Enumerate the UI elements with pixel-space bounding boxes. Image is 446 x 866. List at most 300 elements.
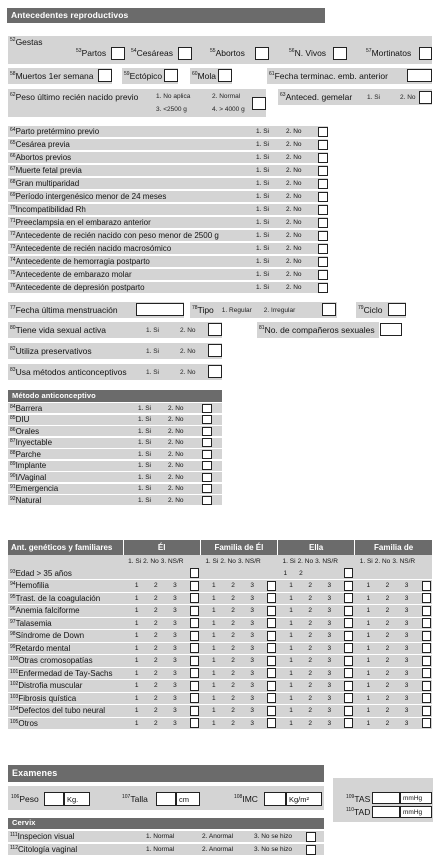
opt-no: 2. No — [286, 284, 302, 291]
gen-row — [8, 630, 432, 643]
nvivos-label: $^{56}$N. Vivos — [289, 48, 327, 58]
gen-checkbox[interactable] — [420, 605, 432, 618]
gen-opts: 1 2 3 — [200, 592, 265, 605]
gen-opts: 1 2 3 — [355, 592, 420, 605]
gen-checkbox[interactable] — [266, 692, 278, 705]
history-label: $^{66}$Abortos previos — [10, 153, 72, 162]
opt-normal: 1. Normal — [146, 846, 175, 853]
opt-no: 2. No — [286, 219, 302, 226]
history-label: $^{72}$Antecedente de recién nacido con peso menor de 2500 g — [10, 231, 219, 240]
history-checkbox[interactable] — [318, 153, 328, 163]
opt-no: 2. No — [286, 180, 302, 187]
gen-checkbox[interactable] — [266, 592, 278, 605]
metodo-row — [8, 461, 222, 472]
history-checkbox[interactable] — [318, 192, 328, 202]
talla-input[interactable] — [156, 792, 176, 806]
gen-opts: 1 2 3 — [355, 717, 420, 730]
metodo-row — [8, 426, 222, 437]
history-row — [8, 152, 328, 164]
gen-checkbox[interactable] — [189, 692, 201, 705]
gen-row-label: $^{93}$Edad > 35 años — [8, 567, 123, 580]
gen-checkbox[interactable] — [189, 617, 201, 630]
gemelar-si: 1. Si — [367, 94, 381, 101]
anticonceptivos-input[interactable] — [208, 365, 222, 378]
gen-opts: 1 2 3 — [355, 642, 420, 655]
gen-opts: 1 2 3 — [278, 680, 343, 693]
gemelar-input[interactable] — [419, 91, 432, 104]
opt-no: 2. No — [286, 141, 302, 148]
gen-sub-spacer — [343, 555, 355, 567]
gen-checkbox[interactable] — [343, 717, 355, 730]
metodo-label: $^{87}$Inyectable — [10, 438, 53, 447]
gen-checkbox[interactable] — [266, 680, 278, 693]
opt-no: 2. No — [168, 485, 184, 492]
abortos-input[interactable] — [255, 47, 269, 60]
gen-edad-fam-el — [200, 567, 265, 580]
history-checkbox[interactable] — [318, 270, 328, 280]
gen-opts: 1 2 3 — [355, 655, 420, 668]
opt-si: 1. Si — [256, 180, 270, 187]
gen-sub-spacer — [266, 555, 278, 567]
gen-row — [8, 655, 432, 668]
fum-field: $^{77}$Fecha última menstruación — [8, 302, 184, 318]
gen-checkbox[interactable] — [189, 567, 201, 580]
gen-checkbox[interactable] — [266, 717, 278, 730]
opt-anormal: 2. Anormal — [202, 846, 234, 853]
opt-si: 1. Si — [256, 193, 270, 200]
gen-row-label: $^{98}$Síndrome de Down — [8, 630, 123, 643]
peso-rn-input[interactable] — [252, 97, 266, 110]
gen-row — [8, 717, 432, 730]
gen-opts: 1 2 3 — [123, 605, 188, 618]
opt-si: 1. Si — [138, 439, 152, 446]
gen-opts: 1 2 3 — [278, 580, 343, 593]
cervix-label: $^{112}$Citología vaginal — [10, 845, 78, 854]
ectopico-input[interactable] — [164, 69, 178, 82]
metodo-checkbox[interactable] — [202, 473, 212, 482]
opt-no: 2. No — [168, 496, 184, 504]
gen-checkbox[interactable] — [420, 705, 432, 718]
gen-opts: 1 2 3 — [278, 642, 343, 655]
gen-checkbox[interactable] — [343, 567, 355, 580]
opt-no-se-hizo: 3. No se hizo — [254, 833, 292, 840]
gen-col-el: Él — [123, 540, 200, 555]
gen-opts: 1 2 3 — [200, 580, 265, 593]
gen-checkbox[interactable] — [343, 655, 355, 668]
opt-no: 2. No — [286, 167, 302, 174]
metodo-checkbox[interactable] — [202, 461, 212, 470]
gen-opts: 1 2 3 — [355, 667, 420, 680]
gen-opts: 1 2 3 — [200, 667, 265, 680]
gen-checkbox[interactable] — [266, 667, 278, 680]
mortinatos-label: $^{57}$Mortinatos — [366, 48, 412, 58]
gen-sub-spacer — [189, 555, 201, 567]
imc-label: $^{108}$IMC — [234, 794, 258, 804]
peso-opt-3: 3. <2500 g — [156, 106, 187, 113]
muertos-input[interactable] — [98, 69, 112, 82]
opt-no: 2. No — [168, 450, 184, 458]
opt-no: 2. No — [286, 232, 302, 239]
gen-row-label: $^{94}$Hemofilia — [8, 580, 123, 593]
metodo-checkbox[interactable] — [202, 450, 212, 459]
gen-row-label: $^{105}$Otros — [8, 717, 123, 730]
gen-sub-blank — [8, 555, 123, 567]
opt-si: 1. Si — [256, 206, 270, 213]
nvivos-input[interactable] — [333, 47, 347, 60]
gen-opts: 1 2 3 — [123, 680, 188, 693]
gen-opts: 1 2 3 — [278, 617, 343, 630]
gen-opts: 1 2 3 — [123, 580, 188, 593]
tad-input[interactable] — [372, 806, 400, 818]
gen-row — [8, 692, 432, 705]
opt-no-se-hizo: 3. No se hizo — [254, 846, 292, 853]
history-row — [8, 204, 328, 216]
opt-si: 1. Si — [256, 245, 270, 252]
gen-opts: 1 2 3 — [200, 617, 265, 630]
gen-checkbox[interactable] — [189, 605, 201, 618]
gen-checkbox[interactable] — [420, 692, 432, 705]
history-checkbox[interactable] — [318, 140, 328, 150]
gen-checkbox[interactable] — [420, 630, 432, 643]
metodo-checkbox[interactable] — [202, 484, 212, 493]
gen-opts: 1 2 3 — [123, 617, 188, 630]
gen-opts: 1 2 3 — [123, 667, 188, 680]
history-row — [8, 256, 328, 268]
opt-si: 1. Si — [138, 416, 152, 423]
gen-opts: 1 2 3 — [355, 630, 420, 643]
gen-checkbox[interactable] — [343, 680, 355, 693]
gen-checkbox[interactable] — [343, 592, 355, 605]
metodo-label: $^{92}$Natural — [10, 495, 42, 505]
tas-input[interactable] — [372, 792, 400, 804]
history-label: $^{75}$Antecedente de embarazo molar — [10, 270, 132, 279]
tas-label: $^{109}$TAS — [346, 794, 371, 804]
gen-checkbox[interactable] — [420, 592, 432, 605]
gen-opts: 1 2 3 — [200, 630, 265, 643]
tas-unit: mmHg — [400, 792, 432, 804]
metodo-header: Método anticonceptivo — [8, 390, 222, 402]
history-row — [8, 126, 328, 138]
gen-row — [8, 667, 432, 680]
peso-opt-2: 2. Normal — [212, 93, 241, 100]
history-row — [8, 282, 328, 294]
gen-opts: 1 2 3 — [355, 580, 420, 593]
partos-input[interactable] — [111, 47, 125, 60]
gen-opts: 1 2 3 — [123, 592, 188, 605]
gen-row — [8, 705, 432, 718]
gen-opts: 1 2 3 — [278, 717, 343, 730]
opt-si: 1. Si — [138, 485, 152, 492]
gen-checkbox[interactable] — [343, 617, 355, 630]
history-row — [8, 139, 328, 151]
gen-subhead: 1. Si 2. No 3. NS/R — [123, 555, 188, 567]
opt-si: 1. Si — [256, 167, 270, 174]
history-row — [8, 230, 328, 242]
fum-input[interactable] — [136, 303, 184, 316]
metodo-row — [8, 415, 222, 426]
metodo-row — [8, 472, 222, 483]
opt-si: 1. Si — [256, 219, 270, 226]
gen-opts: 1 2 3 — [278, 592, 343, 605]
talla-label: $^{107}$Talla — [122, 794, 148, 804]
peso-opt-1: 1. No aplica — [156, 93, 191, 100]
gen-opts: 1 2 3 — [123, 717, 188, 730]
fecha-emb-input[interactable] — [407, 69, 432, 82]
gen-opts: 1 2 3 — [200, 717, 265, 730]
metodo-label: $^{85}$DIU — [10, 415, 30, 424]
gen-col-fam-ella: Familia de — [355, 540, 432, 555]
gen-checkbox[interactable] — [343, 605, 355, 618]
gen-title: Ant. genéticos y familiares — [8, 540, 123, 555]
history-checkbox[interactable] — [318, 244, 328, 254]
gen-sub-spacer — [420, 555, 432, 567]
cesareas-label: $^{54}$Cesáreas — [131, 48, 173, 58]
history-label: $^{65}$Cesárea previa — [10, 140, 70, 149]
opt-si: 1. Si — [256, 284, 270, 291]
gen-opts: 1 2 3 — [355, 605, 420, 618]
cervix-checkbox[interactable] — [306, 832, 316, 842]
metodo-row — [8, 495, 222, 506]
abortos-label: $^{55}$Abortos — [210, 48, 245, 58]
gen-checkbox[interactable] — [266, 642, 278, 655]
opt-normal: 1. Normal — [146, 833, 175, 840]
gen-checkbox[interactable] — [420, 580, 432, 593]
tipo-input[interactable] — [322, 303, 336, 316]
history-row — [8, 243, 328, 255]
gen-opts: 1 2 3 — [123, 642, 188, 655]
gen-edad-ella: 1 2 — [278, 567, 343, 580]
gen-checkbox[interactable] — [189, 655, 201, 668]
gen-checkbox[interactable] — [420, 642, 432, 655]
gen-checkbox[interactable] — [420, 717, 432, 730]
gen-checkbox[interactable] — [266, 655, 278, 668]
imc-unit: Kg/m² — [286, 792, 322, 806]
ectopico-field: $^{59}$Ectópico — [122, 68, 178, 84]
gen-checkbox[interactable] — [189, 680, 201, 693]
opt-si: 1. Si — [138, 462, 152, 469]
gen-row — [8, 642, 432, 655]
gemelar-field: $^{63}$Anteced. gemelar — [278, 89, 432, 105]
gen-row-label: $^{97}$Talasemia — [8, 617, 123, 630]
gen-row — [8, 605, 432, 618]
gen-checkbox[interactable] — [420, 655, 432, 668]
cervix-row — [8, 844, 324, 856]
gen-checkbox[interactable] — [266, 630, 278, 643]
cervix-checkbox[interactable] — [306, 845, 316, 855]
mortinatos-input[interactable] — [419, 47, 432, 60]
history-checkbox[interactable] — [318, 205, 328, 215]
history-checkbox[interactable] — [318, 257, 328, 267]
gen-opts: 1 2 3 — [355, 680, 420, 693]
history-row — [8, 165, 328, 177]
opt-no: 2. No — [286, 245, 302, 252]
gen-row-label: $^{99}$Retardo mental — [8, 642, 123, 655]
cervix-header: Cervix — [8, 818, 324, 829]
metodo-label: $^{91}$Emergencia — [10, 484, 59, 493]
gen-checkbox[interactable] — [189, 705, 201, 718]
ciclo-field: $^{79}$Ciclo — [356, 302, 406, 318]
gen-opts: 1 2 3 — [123, 705, 188, 718]
gen-opts: 1 2 3 — [278, 655, 343, 668]
history-label: $^{67}$Muerte fetal previa — [10, 166, 82, 175]
history-label: $^{73}$Antecedente de recién nacido macrosómico — [10, 244, 172, 253]
gen-edad-el — [123, 567, 188, 580]
gen-checkbox[interactable] — [189, 630, 201, 643]
metodo-label: $^{90}$I/Vaginal — [10, 472, 47, 482]
opt-si: 1. Si — [138, 450, 152, 458]
tipo-opt-2: 2. Irregular — [263, 306, 296, 314]
metodo-row — [8, 484, 222, 495]
talla-unit: cm — [176, 792, 200, 806]
gen-checkbox[interactable] — [189, 580, 201, 593]
cervix-label: $^{111}$Inspecion visual — [10, 832, 75, 841]
companeros-input[interactable] — [380, 323, 402, 336]
gen-row-label: $^{104}$Defectos del tubo neural — [8, 705, 123, 718]
history-label: $^{68}$Gran multiparidad — [10, 179, 80, 188]
metodo-row — [8, 449, 222, 460]
opt-si: 1. Si — [256, 128, 270, 135]
gen-checkbox[interactable] — [189, 592, 201, 605]
opt-no: 2. No — [286, 271, 302, 278]
opt-anormal: 2. Anormal — [202, 833, 234, 840]
gen-row — [8, 617, 432, 630]
history-label: $^{74}$Antecedente de hemorragia postparto — [10, 257, 150, 266]
mola-input[interactable] — [218, 69, 232, 82]
history-checkbox[interactable] — [318, 231, 328, 241]
opt-si: 1. Si — [256, 271, 270, 278]
preservativos-input[interactable] — [208, 344, 222, 357]
gen-col-ella: Ella — [278, 540, 355, 555]
opt-no: 2. No — [168, 439, 184, 446]
gestas-row: $^{52}$Gestas — [8, 36, 432, 64]
gen-checkbox[interactable] — [343, 705, 355, 718]
opt-no: 2. No — [286, 206, 302, 213]
gen-edad-blank — [420, 567, 432, 580]
gen-opts: 1 2 3 — [123, 630, 188, 643]
gen-opts: 1 2 3 — [278, 692, 343, 705]
cesareas-input[interactable] — [178, 47, 192, 60]
gen-row-label: $^{101}$Enfermedad de Tay-Sachs — [8, 667, 123, 680]
peso-input[interactable] — [44, 792, 64, 806]
history-label: $^{69}$Período intergenésico menor de 24 meses — [10, 192, 167, 201]
gen-opts: 1 2 3 — [355, 692, 420, 705]
muertos-field: $^{58}$Muertos 1er semana — [8, 68, 112, 84]
opt-si: 1. Si — [256, 154, 270, 161]
gen-opts: 1 2 3 — [200, 655, 265, 668]
gen-edad-fam-ella — [355, 567, 420, 580]
gen-checkbox[interactable] — [420, 680, 432, 693]
history-checkbox[interactable] — [318, 127, 328, 137]
metodo-checkbox[interactable] — [202, 496, 212, 505]
peso-unit: Kg. — [64, 792, 90, 806]
history-checkbox[interactable] — [318, 218, 328, 228]
opt-no: 2. No — [286, 154, 302, 161]
gen-checkbox[interactable] — [189, 717, 201, 730]
gen-checkbox[interactable] — [343, 580, 355, 593]
gen-checkbox[interactable] — [266, 580, 278, 593]
metodo-row — [8, 403, 222, 414]
preservativos-field: $^{82}$Utiliza preservativos 1. Si 2. No — [8, 343, 222, 359]
peso-rn-field: $^{62}$Peso último recién nacido previo — [8, 89, 266, 117]
history-checkbox[interactable] — [318, 166, 328, 176]
history-row — [8, 191, 328, 203]
gen-row — [8, 592, 432, 605]
gen-checkbox[interactable] — [343, 642, 355, 655]
opt-no: 2. No — [286, 128, 302, 135]
metodo-label: $^{84}$Barrera — [10, 403, 43, 413]
opt-no: 2. No — [168, 462, 184, 469]
metodo-checkbox[interactable] — [202, 427, 212, 436]
history-row — [8, 269, 328, 281]
metodo-row — [8, 438, 222, 449]
gen-checkbox[interactable] — [266, 605, 278, 618]
history-row — [8, 178, 328, 190]
gen-opts: 1 2 3 — [355, 617, 420, 630]
metodo-label: $^{89}$Implante — [10, 461, 47, 470]
peso-opt-4: 4. > 4000 g — [212, 106, 245, 113]
ciclo-input[interactable] — [388, 303, 406, 316]
history-label: $^{71}$Preeclampsia en el embarazo anterior — [10, 218, 151, 227]
history-label: $^{76}$Antecedente de depresión postparto — [10, 283, 145, 292]
gen-subhead: 1. Si 2. No 3. NS/R — [355, 555, 420, 567]
gen-checkbox[interactable] — [420, 617, 432, 630]
opt-si: 1. Si — [138, 404, 152, 412]
history-label: $^{70}$Incompatibilidad Rh — [10, 205, 86, 214]
history-row — [8, 217, 328, 229]
gen-col-fam-el: Familia de Él — [200, 540, 277, 555]
metodo-checkbox[interactable] — [202, 415, 212, 424]
gen-checkbox[interactable] — [343, 692, 355, 705]
gen-opts: 1 2 3 — [278, 667, 343, 680]
imc-input[interactable] — [264, 792, 286, 806]
gen-checkbox[interactable] — [266, 617, 278, 630]
gen-opts: 1 2 3 — [200, 642, 265, 655]
gen-row-label: $^{95}$Trast. de la coagulación — [8, 592, 123, 605]
tipo-field: $^{78}$Tipo 1. Regular 2. Irregular — [190, 302, 337, 318]
vida-sexual-input[interactable] — [208, 323, 222, 336]
gen-row-label: $^{103}$Fibrosis quística — [8, 692, 123, 705]
metodo-checkbox[interactable] — [202, 438, 212, 447]
opt-no: 2. No — [286, 258, 302, 265]
gen-edad-blank — [266, 567, 278, 580]
gen-checkbox[interactable] — [420, 667, 432, 680]
metodo-label: $^{88}$Parche — [10, 449, 41, 459]
gen-checkbox[interactable] — [343, 630, 355, 643]
opt-si: 1. Si — [256, 232, 270, 239]
gen-checkbox[interactable] — [343, 667, 355, 680]
fecha-emb-field: $^{61}$Fecha terminac. emb. anterior — [267, 68, 432, 84]
gen-opts: 1 2 3 — [200, 692, 265, 705]
anticonceptivos-field: $^{83}$Usa métodos anticonceptivos 1. Si 2. No — [8, 364, 222, 380]
mola-field: $^{60}$Mola — [190, 68, 232, 84]
history-checkbox[interactable] — [318, 179, 328, 189]
cervix-row — [8, 831, 324, 843]
genetic-table — [8, 540, 432, 730]
gen-checkbox[interactable] — [189, 667, 201, 680]
gen-checkbox[interactable] — [266, 705, 278, 718]
metodo-checkbox[interactable] — [202, 404, 212, 413]
gen-checkbox[interactable] — [189, 642, 201, 655]
section-header-reproductive: Antecedentes reproductivos — [7, 8, 325, 23]
exam-header: Examenes — [8, 765, 324, 782]
gen-row — [8, 680, 432, 693]
gen-row — [8, 580, 432, 593]
opt-si: 1. Si — [256, 258, 270, 265]
gen-opts: 1 2 3 — [200, 705, 265, 718]
peso-label: $^{106}$Peso — [11, 794, 39, 804]
history-checkbox[interactable] — [318, 283, 328, 293]
vida-sexual-field: $^{80}$Tiene vida sexual activa 1. Si 2. No — [8, 322, 222, 338]
